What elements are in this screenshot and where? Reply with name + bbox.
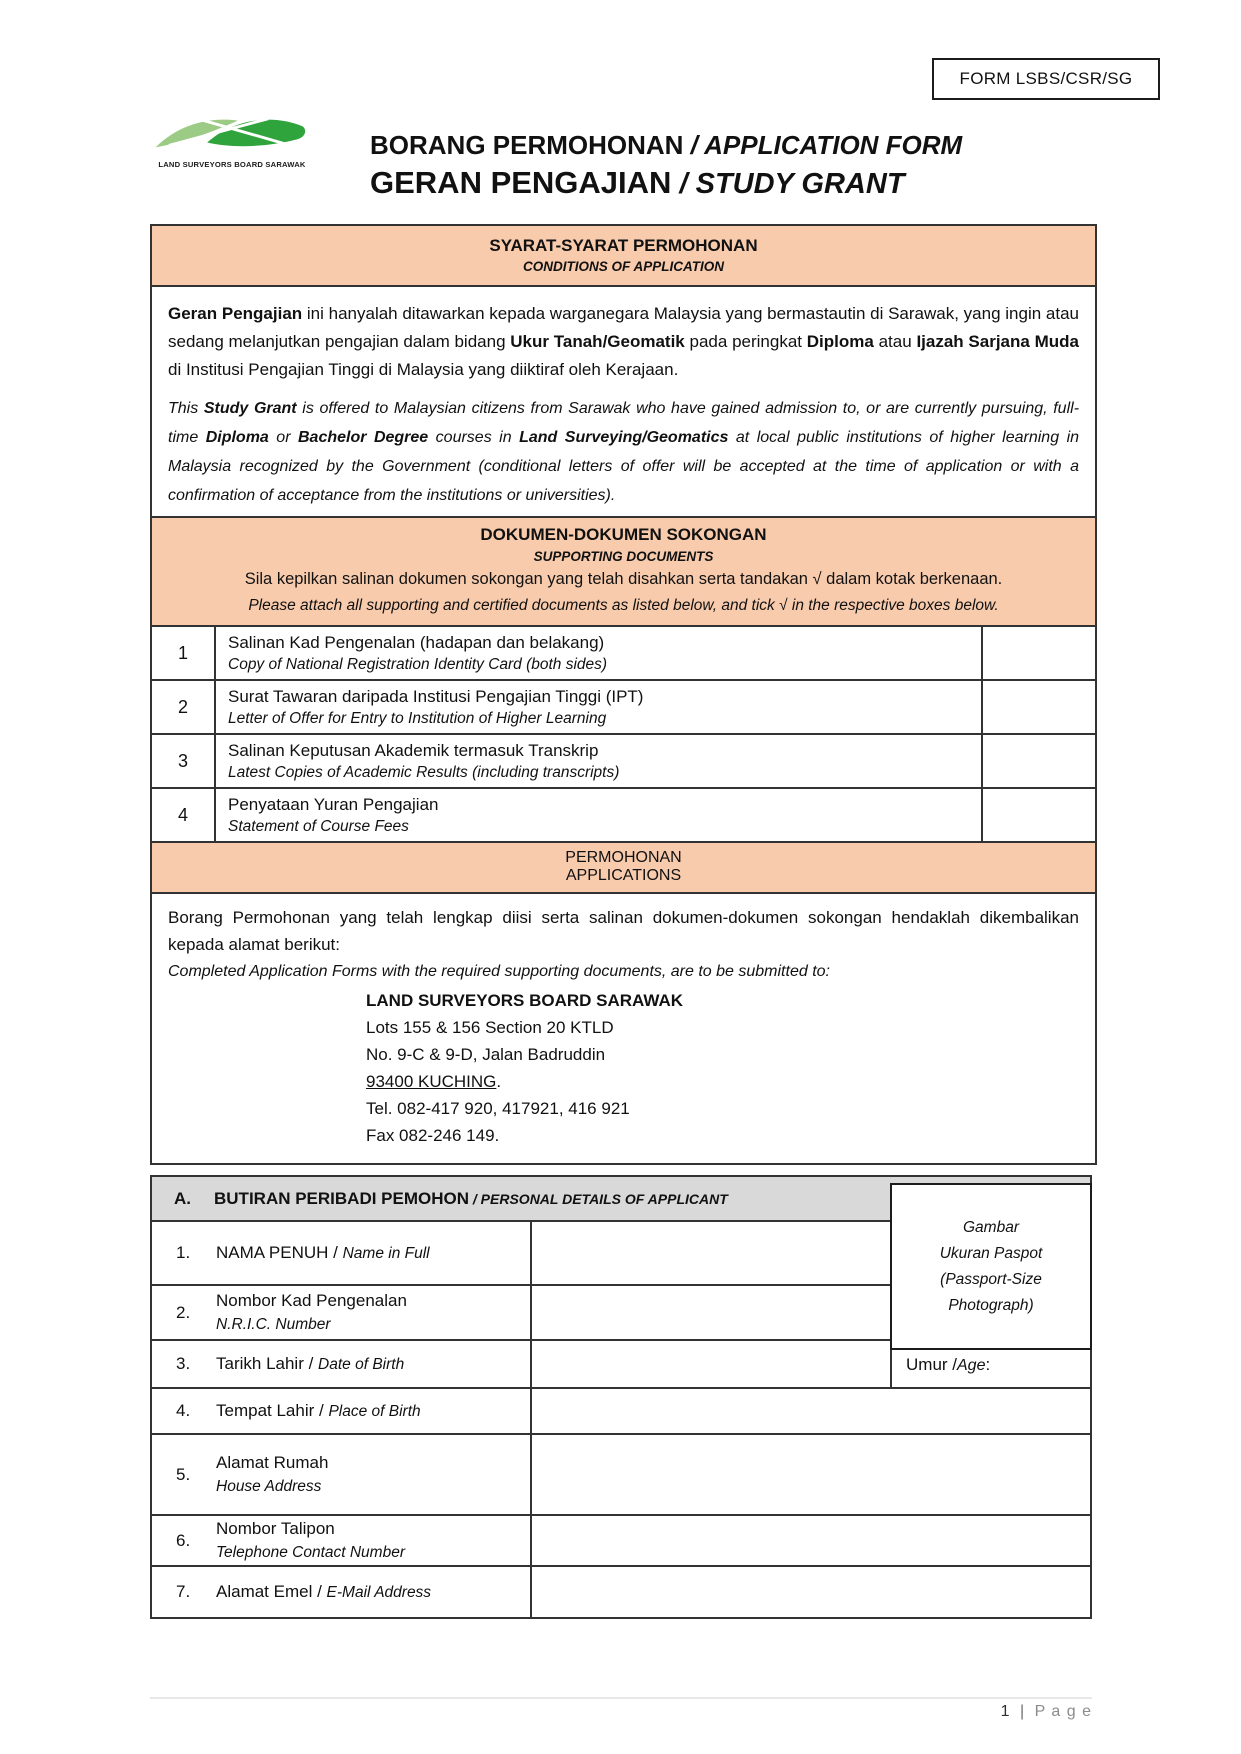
address-telephone: Tel. 082-417 920, 417921, 416 921 <box>366 1099 630 1118</box>
section-a <box>150 1175 1092 1619</box>
address-line1: Lots 155 & 156 Section 20 KTLD <box>366 1018 614 1037</box>
applications-body <box>152 892 1095 1163</box>
row-email <box>150 1567 1092 1619</box>
document-number: 4 <box>152 789 216 841</box>
main-table <box>150 224 1097 1165</box>
form-code-box <box>932 58 1160 100</box>
document-number: 1 <box>152 627 216 679</box>
documents-instruction-en: Please attach all supporting and certified documents as listed below, and tick √ in the respective boxes below. <box>248 597 999 614</box>
form-title-line2 <box>370 164 962 203</box>
photo-box-line: Photograph) <box>948 1296 1034 1314</box>
title2-en: / STUDY GRANT <box>671 168 905 200</box>
page-number: 1 <box>1000 1703 1010 1720</box>
lsbs-logo <box>148 112 316 169</box>
house-address-label: 5. Alamat Rumah House Address <box>152 1435 532 1516</box>
section-a-label: A. <box>174 1188 191 1208</box>
applications-title-en: APPLICATIONS <box>565 867 682 884</box>
conditions-paragraph-my: Geran Pengajian ini hanyalah ditawarkan kepada warganegara Malaysia yang bermastautin di Sarawak, yang ingin atau sedang melanjutkan pengajian dalam bidang Ukur Tanah/Geomatik pada peringkat Diploma atau Ijazah Sarjana Muda di Institusi Pengajian Tinggi di Malaysia yang diiktiraf oleh Kerajaan. <box>168 304 1079 379</box>
document-row-2 <box>152 679 1095 733</box>
photo-box <box>890 1183 1092 1350</box>
documents-title-en: SUPPORTING DOCUMENTS <box>533 549 714 564</box>
conditions-paragraph-en: This Study Grant is offered to Malaysian citizens from Sarawak who have gained admission to, or are currently pursuing, full-time Diploma or Bachelor Degree courses in Land Surveying/Geomatics at local public institutions of higher learning in Malaysia recognized by the Government (conditional letters of offer will be accepted at the time of application or with a confirmation of acceptance from the institutions or universities). <box>168 400 1080 504</box>
documents-title-my: DOKUMEN-DOKUMEN SOKONGAN <box>480 525 767 544</box>
applications-paragraph-my: Borang Permohonan yang telah lengkap diisi serta salinan dokumen-dokumen sokongan hendaklah dikembalikan kepada alamat berikut: <box>168 908 1079 954</box>
footer-divider <box>150 1697 1092 1699</box>
document-desc-en: Statement of Course Fees <box>228 818 409 835</box>
pob-input-cell[interactable] <box>532 1389 1092 1435</box>
document-desc-my: Penyataan Yuran Pengajian <box>228 795 439 814</box>
page-footer <box>1001 1703 1092 1721</box>
form-title-line1 <box>370 129 962 162</box>
nric-input-cell[interactable] <box>532 1286 892 1341</box>
row-telephone <box>150 1516 1092 1567</box>
photo-box-line: Gambar <box>963 1218 1019 1236</box>
conditions-title-en: CONDITIONS OF APPLICATION <box>523 259 724 274</box>
logo-caption: LAND SURVEYORS BOARD SARAWAK <box>158 160 306 169</box>
telephone-input-cell[interactable] <box>532 1516 1092 1567</box>
conditions-header <box>152 226 1095 285</box>
name-input-cell[interactable] <box>532 1222 892 1286</box>
row-place-of-birth <box>150 1389 1092 1435</box>
submission-address <box>366 987 1079 1149</box>
document-desc-my: Salinan Kad Pengenalan (hadapan dan belakang) <box>228 633 605 652</box>
page-label: P a g e <box>1034 1703 1092 1720</box>
address-name: LAND SURVEYORS BOARD SARAWAK <box>366 991 684 1010</box>
photo-box-line: (Passport-Size <box>940 1270 1042 1288</box>
photo-box-line: Ukuran Paspot <box>939 1244 1043 1262</box>
applications-paragraph-en: Completed Application Forms with the required supporting documents, are to be submitted to: <box>168 963 830 980</box>
address-fax: Fax 082-246 149. <box>366 1126 500 1145</box>
address-line2: No. 9-C & 9-D, Jalan Badruddin <box>366 1045 606 1064</box>
address-city: 93400 KUCHING. <box>366 1072 502 1091</box>
document-row-1 <box>152 625 1095 679</box>
applications-title-my: PERMOHONAN <box>565 849 682 866</box>
documents-instruction-my: Sila kepilkan salinan dokumen sokongan yang telah disahkan serta tandakan √ dalam kotak berkenaan. <box>244 570 1003 588</box>
lsbs-logo-icon <box>148 112 316 154</box>
row-house-address <box>150 1435 1092 1516</box>
title1-en: / APPLICATION FORM <box>683 130 963 160</box>
conditions-title-my: SYARAT-SYARAT PERMOHONAN <box>489 236 758 255</box>
form-code-text: FORM LSBS/CSR/SG <box>959 69 1133 88</box>
tick-box-1[interactable] <box>983 627 1095 679</box>
applications-header <box>152 841 1095 892</box>
house-address-input-cell[interactable] <box>532 1435 1092 1516</box>
name-label: 1. NAMA PENUH / Name in Full <box>152 1222 532 1286</box>
form-title <box>370 129 962 203</box>
documents-header <box>152 516 1095 625</box>
document-number: 3 <box>152 735 216 787</box>
document-row-3 <box>152 733 1095 787</box>
tick-box-3[interactable] <box>983 735 1095 787</box>
conditions-body <box>152 285 1095 516</box>
document-row-4 <box>152 787 1095 841</box>
email-input-cell[interactable] <box>532 1567 1092 1619</box>
tick-box-2[interactable] <box>983 681 1095 733</box>
document-desc-en: Latest Copies of Academic Results (including transcripts) <box>228 764 620 781</box>
dob-label: 3. Tarikh Lahir / Date of Birth <box>152 1341 532 1389</box>
dob-input-cell[interactable] <box>532 1341 892 1389</box>
title2-my: GERAN PENGAJIAN <box>370 165 672 200</box>
tick-box-4[interactable] <box>983 789 1095 841</box>
document-desc-en: Letter of Offer for Entry to Institution of Higher Learning <box>228 710 607 727</box>
document-description <box>216 681 983 733</box>
nric-label: 2. Nombor Kad Pengenalan N.R.I.C. Number <box>152 1286 532 1341</box>
document-description <box>216 789 983 841</box>
document-desc-my: Surat Tawaran daripada Institusi Pengajian Tinggi (IPT) <box>228 687 644 706</box>
page-separator: | <box>1019 1703 1025 1720</box>
title1-my: BORANG PERMOHONAN <box>370 130 684 160</box>
document-description <box>216 735 983 787</box>
age-cell[interactable]: Umur / Age : <box>892 1341 1092 1389</box>
telephone-label: 6. Nombor Talipon Telephone Contact Number <box>152 1516 532 1567</box>
section-a-title: BUTIRAN PERIBADI PEMOHON / PERSONAL DETAILS OF APPLICANT <box>214 1188 728 1208</box>
document-desc-en: Copy of National Registration Identity Card (both sides) <box>228 656 608 673</box>
document-desc-my: Salinan Keputusan Akademik termasuk Transkrip <box>228 741 599 760</box>
email-label: 7. Alamat Emel / E-Mail Address <box>152 1567 532 1619</box>
pob-label: 4. Tempat Lahir / Place of Birth <box>152 1389 532 1435</box>
document-description <box>216 627 983 679</box>
document-number: 2 <box>152 681 216 733</box>
